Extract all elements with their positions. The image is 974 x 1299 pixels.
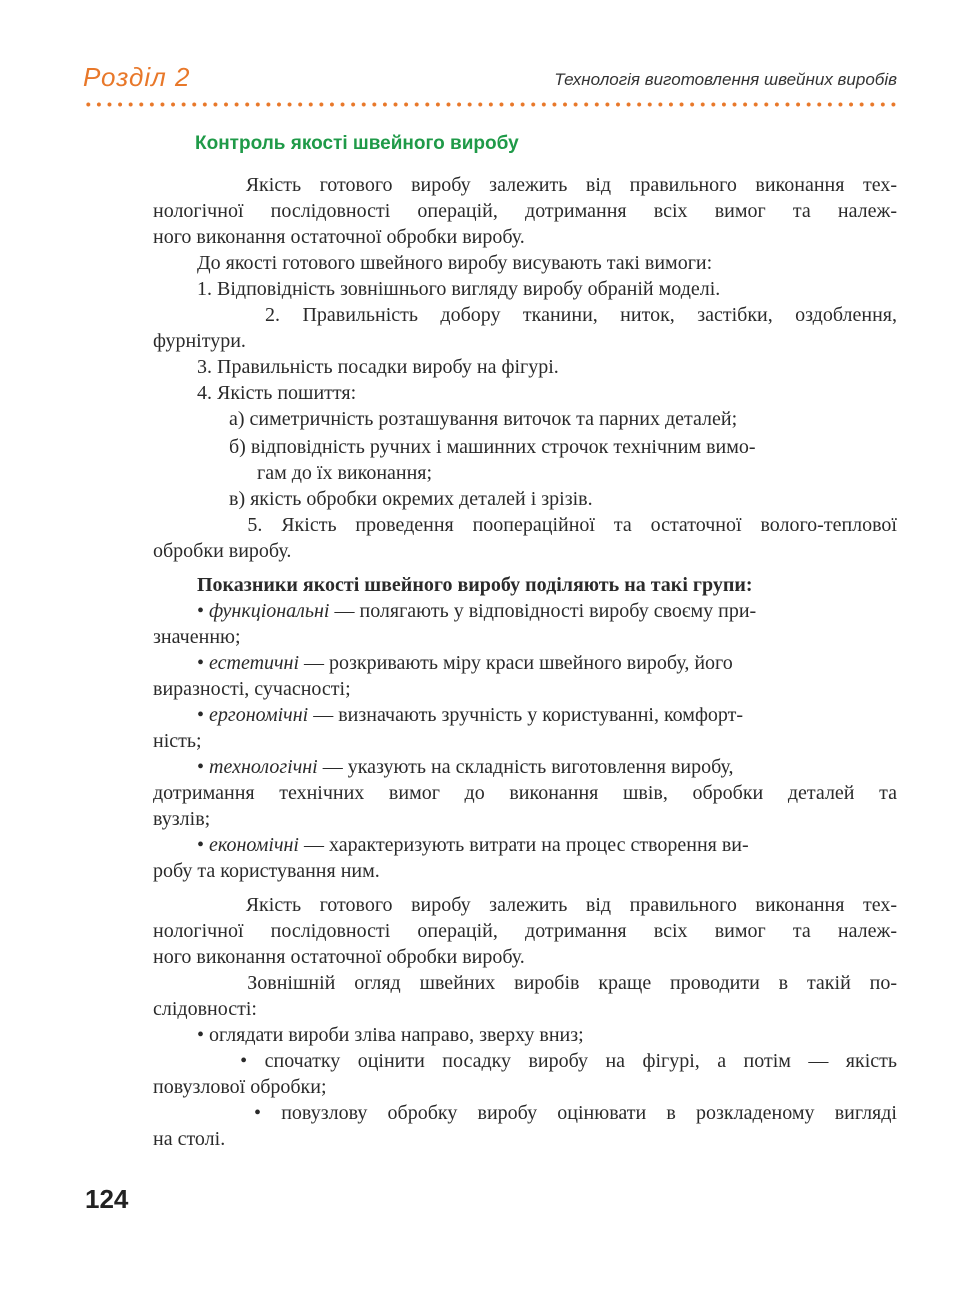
text-line [153, 918, 897, 944]
text-line [153, 302, 897, 328]
text-line [153, 1074, 897, 1100]
text-line [197, 572, 897, 598]
text-span: значенню; [153, 626, 241, 648]
text-span: • спочатку оцінити посадку виробу на фігурі, а потім — якість [153, 1050, 897, 1072]
text-line [229, 406, 897, 432]
text-span: — визначають зручність у користуванні, комфорт- [308, 704, 744, 726]
text-line [153, 944, 897, 970]
text-line [197, 354, 897, 380]
text-span: Показники якості швейного виробу поділяють на такі групи: [197, 574, 753, 596]
text-span: ного виконання остаточної обробки виробу. [153, 226, 525, 248]
term-italic: економічні [209, 834, 299, 856]
text-span: — розкривають міру краси швейного виробу, його [299, 652, 733, 674]
text-line [197, 754, 897, 780]
page-number: 124 [85, 1184, 129, 1214]
text-line [153, 1126, 897, 1152]
text-line [197, 250, 897, 276]
text-span: слідовності: [153, 998, 257, 1020]
text-line [153, 676, 897, 702]
text-span: — указують на складність виготовлення виробу, [317, 756, 734, 778]
term-italic: естетичні [209, 652, 300, 674]
text-span: 3. Правильність посадки виробу на фігурі. [197, 356, 559, 378]
text-span: 5. Якість проведення поопераційної та остаточної волого-теплової [153, 514, 897, 536]
text-span: нологічної послідовності операцій, дотримання всіх вимог та належ- [153, 200, 897, 222]
text-span: До якості готового швейного виробу висувають такі вимоги: [197, 252, 713, 274]
text-line [153, 892, 897, 918]
dotted-divider [83, 102, 897, 107]
text-span: фурнітури. [153, 330, 246, 352]
text-line [197, 276, 897, 302]
text-span: вузлів; [153, 808, 211, 830]
text-span: в) якість обробки окремих деталей і зрізів. [229, 488, 593, 510]
text-span: а) симетричність розташування виточок та парних деталей; [229, 408, 738, 430]
text-line [153, 1048, 897, 1074]
text-span: на столі. [153, 1128, 226, 1150]
text-line [153, 624, 897, 650]
section-heading: Контроль якості швейного виробу [195, 133, 519, 154]
text-span: Якість готового виробу залежить від правильного виконання тех- [153, 894, 897, 916]
text-line [153, 996, 897, 1022]
text-line [257, 460, 897, 486]
text-line [153, 224, 897, 250]
running-title: Технологія виготовлення швейних виробів [554, 70, 897, 89]
text-line [153, 728, 897, 754]
text-span: б) відповідність ручних і машинних строчок технічним вимо- [229, 436, 756, 458]
text-span: • [197, 704, 210, 726]
text-line [197, 1022, 897, 1048]
text-line [153, 780, 897, 806]
text-span: обробки виробу. [153, 540, 292, 562]
section-label: Розділ 2 [83, 62, 191, 92]
text-line [153, 512, 897, 538]
text-span: Зовнішній огляд швейних виробів краще проводити в такій по- [153, 972, 897, 994]
text-span: • повузлову обробку виробу оцінювати в розкладеному вигляді [153, 1102, 897, 1124]
text-span: Якість готового виробу залежить від правильного виконання тех- [153, 174, 897, 196]
text-span: повузлової обробки; [153, 1076, 327, 1098]
text-line [153, 806, 897, 832]
text-span: — характеризують витрати на процес створення ви- [299, 834, 749, 856]
text-line [229, 434, 897, 460]
text-span: 1. Відповідність зовнішнього вигляду виробу обраній моделі. [197, 278, 721, 300]
text-span: • [197, 834, 210, 856]
text-line [197, 380, 897, 406]
text-span: • [197, 600, 210, 622]
text-line [153, 538, 897, 564]
text-span: ність; [153, 730, 202, 752]
text-line [197, 702, 897, 728]
text-span: нологічної послідовності операцій, дотримання всіх вимог та належ- [153, 920, 897, 942]
text-span: гам до їх виконання; [257, 462, 433, 484]
text-line [153, 970, 897, 996]
text-span: • оглядати вироби зліва направо, зверху вниз; [197, 1024, 584, 1046]
text-line [153, 328, 897, 354]
term-italic: ергономічні [209, 704, 309, 726]
text-span: 4. Якість пошиття: [197, 382, 357, 404]
text-span: виразності, сучасності; [153, 678, 351, 700]
text-span: • [197, 652, 210, 674]
text-span: робу та користування ним. [153, 860, 380, 882]
text-line [229, 486, 897, 512]
text-span: • [197, 756, 210, 778]
text-span: дотримання технічних вимог до виконання швів, обробки деталей та [153, 782, 897, 804]
text-span: ного виконання остаточної обробки виробу. [153, 946, 525, 968]
text-line [197, 598, 897, 624]
text-line [197, 650, 897, 676]
text-span: — полягають у відповідності виробу своєму при- [329, 600, 757, 622]
term-italic: функціональні [209, 600, 330, 622]
text-line [153, 858, 897, 884]
text-line [153, 172, 897, 198]
text-line [197, 832, 897, 858]
text-line [153, 198, 897, 224]
text-span: 2. Правильність добору тканини, ниток, застібки, оздоблення, [153, 304, 897, 326]
text-line [153, 1100, 897, 1126]
term-italic: технологічні [209, 756, 318, 778]
